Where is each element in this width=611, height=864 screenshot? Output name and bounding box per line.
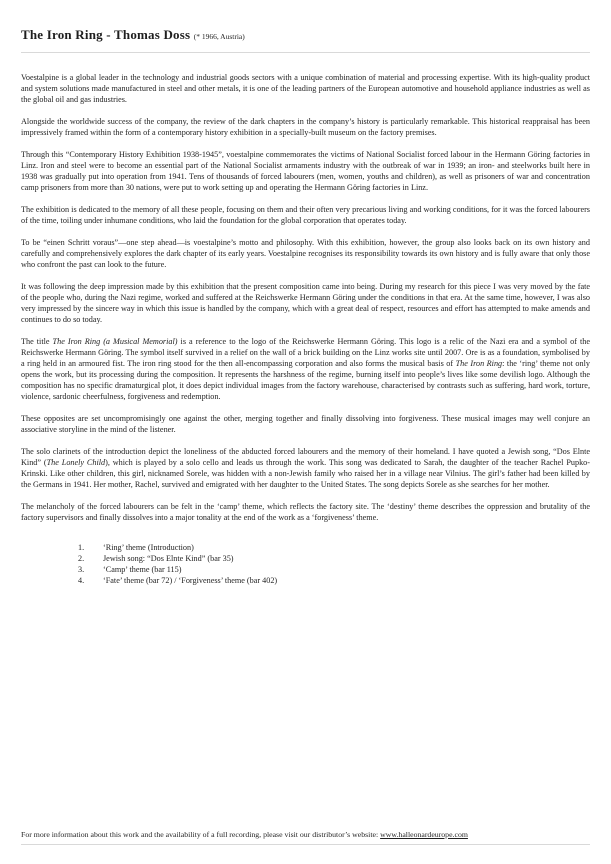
paragraph-themes-summary: The melancholy of the forced labourers can be felt in the ‘camp’ theme, which reflects the factory site. The ‘destiny’ theme describes the oppression and brutality of the factory supervisors and finally dissolves into a major tonality at the end of the work as a ‘forgiveness’ theme. [21, 502, 590, 522]
paragraph-composition-origin: It was following the deep impression made by this exhibition that the present composition came into being. During my research for this piece I was very moved by the fate of the people who, during the Nazi regime, worked and suffered at the Reichswerke Hermann Göring under the conditions in that era. At the same time, however, I was also very impressed by the sincere way in which this issue is handled by the company, which with a great deal of respect, resources and effort has attempted to make amends and continues to do so today. [21, 282, 590, 324]
distributor-link[interactable]: www.halleonardeurope.com [380, 830, 468, 839]
list-text: ‘Camp’ theme (bar 115) [103, 565, 182, 574]
paragraph-exhibition-history: Through this “Contemporary History Exhibition 1938-1945”, voestalpine commemorates the victims of National Socialist forced labour in the Hermann Göring factories in Linz. Iron and steel were to become an essential part of the National Socialist armaments industry with the outbreak of war in 1939; an iron- and steelworks built here in 1938 was gradually put into operation from 1941. Tens of thousands of forced labourers (men, women, youths and children), as well as prisoners of war and concentration camp prisoners from more than 30 nations, were put to work setting up and operating the Hermann Göring factories in Linz. [21, 150, 590, 192]
paragraph-title-meaning: The title The Iron Ring (a Musical Memorial) is a reference to the logo of the Reichswerke Hermann Göring. This logo is a relic of the Nazi era and a symbol of the Reichswerke Hermann Göring. The symbol itself survived in a relief on the wall of a brick building on the Linz works site until 2007. Ore is as a foundation, symbolised by a ring held in an armoured fist. The iron ring stood for the then all-encompassing corporation and also forms the musical basis of The Iron Ring: the ‘ring’ theme not only opens the work, but its processing during the composition. It represents the harshness of the regime, burning itself into people’s lives like some devilish logo. Although the composition has no specific dramaturgical plot, it does depict individual images from the factory warehouse, characterised by contrasts such as suffering, hard work, torture, violence, sardonic cheerfulness, forgiveness and redemption. [21, 337, 590, 401]
footer-note [21, 830, 590, 840]
work-and-composer-title: The Iron Ring - Thomas Doss [21, 27, 191, 42]
paragraph-motto: To be “einen Schritt voraus”—one step ahead—is voestalpine’s motto and philosophy. With this exhibition, however, the group also looks back on its own history and carefully and comprehensively explores the dark chapter of its early years. Voestalpine recognises its responsibility towards its own history and is fully aware that only those who confront the past can look to the future. [21, 238, 590, 269]
list-number: 3. [78, 565, 85, 574]
footer-divider [21, 844, 590, 845]
theme-list-item [21, 542, 590, 553]
theme-list-item [21, 575, 590, 586]
list-text: Jewish song: “Dos Elnte Kind” (bar 35) [103, 554, 234, 563]
paragraph-opposites: These opposites are set uncompromisingly one against the other, merging together and finally dissolving into forgiveness. These musical images may well conjure an associative storyline in the mind of the listener. [21, 414, 590, 434]
theme-list [21, 542, 590, 586]
list-number: 1. [78, 543, 85, 552]
list-text: ‘Ring’ theme (Introduction) [103, 543, 194, 552]
composer-birth-info: (* 1966, Austria) [193, 32, 245, 41]
document-body [21, 72, 590, 586]
title-divider [21, 52, 590, 53]
paragraph-dark-chapters: Alongside the worldwide success of the company, the review of the dark chapters in the company’s history is particularly remarkable. This historical reappraisal has been impressively framed within the form of a contemporary history exhibition in a specially-built museum on the factory premises. [21, 117, 590, 137]
paragraph-jewish-song: The solo clarinets of the introduction depict the loneliness of the abducted forced labourers and the memory of their homeland. I have quoted a Jewish song, “Dos Elnte Kind” (The Lonely Child), which is played by a solo cello and leads us through the work. This song was dedicated to Sarah, the daughter of the teacher Rachel Pupko-Krinski. Like other children, this girl, nicknamed Sorele, was hidden with a non-Jewish family who raised her in a village near Vilnius. The girl’s father had been killed by the Germans in 1941. Her mother, Rachel, survived and emigrated with her daughter to the United States. The song depicts Sorele as she searches for her mother. [21, 447, 590, 489]
paragraph-voestalpine-intro: Voestalpine is a global leader in the technology and industrial goods sectors with a unique combination of material and processing expertise. With its high-quality product and system solutions made manufactured in steel and other metals, it is one of the leading partners of the European automotive and household appliance industries as well as the global oil and gas industries. [21, 73, 590, 104]
document-header [21, 27, 590, 53]
page-title [21, 27, 590, 43]
list-number: 4. [78, 576, 85, 585]
theme-list-item [21, 553, 590, 564]
list-number: 2. [78, 554, 85, 563]
theme-list-item [21, 564, 590, 575]
paragraph-dedication: The exhibition is dedicated to the memory of all these people, focusing on them and their often very precarious living and working conditions, for it was the forced labourers of the time, toiling under inhumane conditions, who laid the foundation for the global corporation that operates today. [21, 205, 590, 225]
list-text: ‘Fate’ theme (bar 72) / ‘Forgiveness’ theme (bar 402) [103, 576, 278, 585]
footer-text: For more information about this work and the availability of a full recording, please visit our distributor’s website: [21, 830, 381, 839]
